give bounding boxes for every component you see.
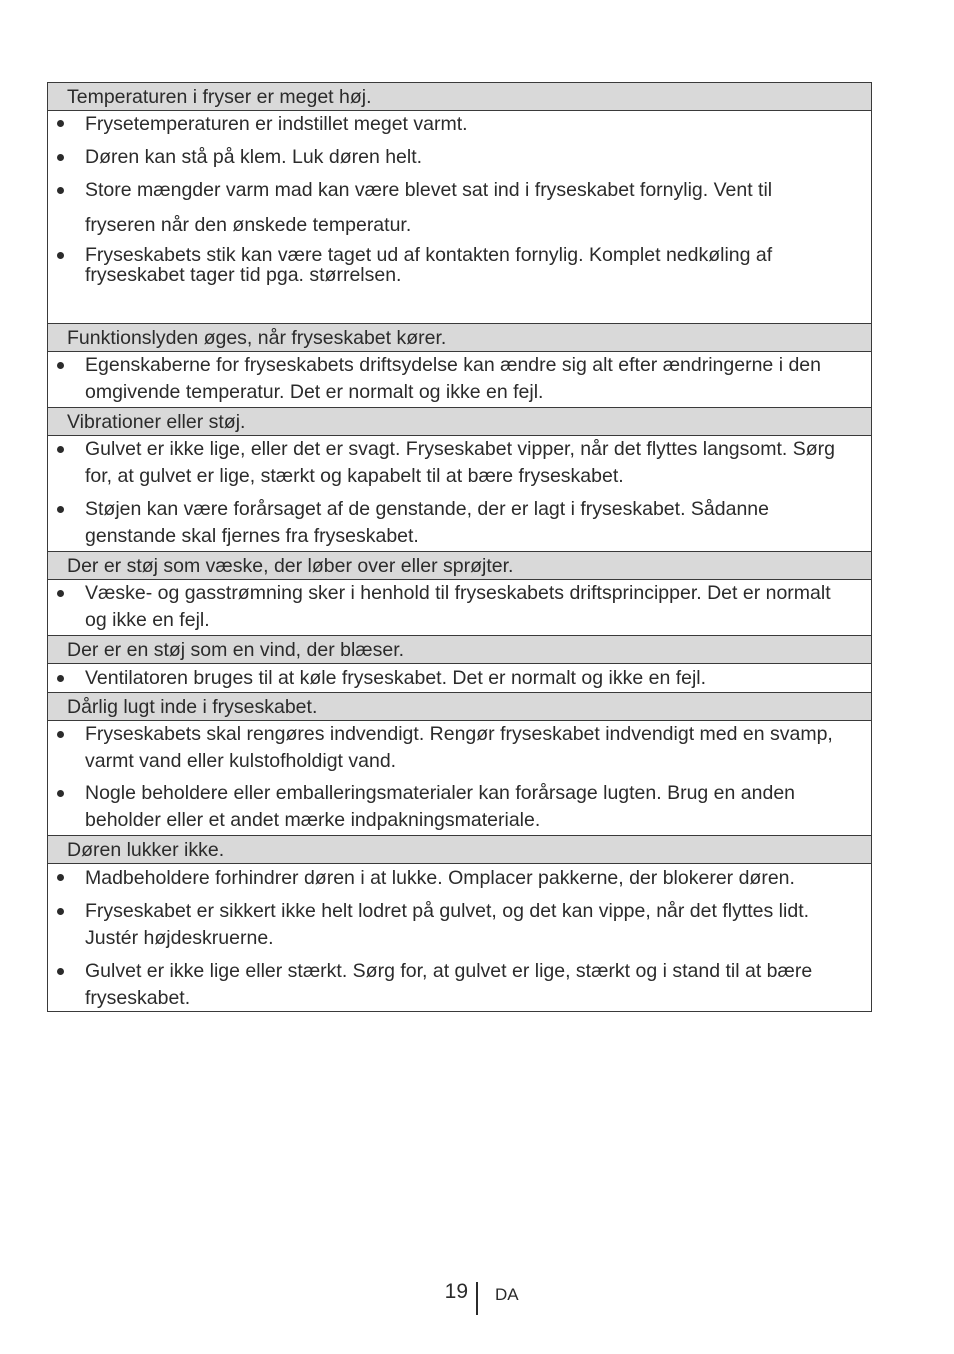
list-item: [48, 780, 871, 834]
section-body: [48, 864, 871, 1011]
page-footer: [0, 1280, 954, 1316]
bullet-icon: [57, 506, 64, 513]
section-header: Dårlig lugt inde i fryseskabet.: [48, 693, 871, 721]
bullet-icon: [57, 590, 64, 597]
list-item-text: Fryseskabets skal rengøres indvendigt. Rengør fryseskabet indvendigt med en svamp, varmt vand eller kulstofholdigt vand.: [85, 723, 833, 772]
list-item: [48, 958, 871, 1012]
list-item: [48, 111, 871, 136]
troubleshooting-table: [47, 82, 872, 1012]
list-item-text: Væske- og gasstrømning sker i henhold til fryseskabets driftsprincipper. Det er normalt og ikke en fejl.: [85, 582, 831, 631]
list-item-text: Ventilatoren bruges til at køle fryseskabet. Det er normalt og ikke en fejl.: [85, 667, 707, 689]
section-body: [48, 111, 871, 324]
list-item: [48, 898, 871, 952]
list-item: [48, 245, 871, 285]
section-body: [48, 352, 871, 408]
list-item-text: Frysetemperaturen er indstillet meget varmt.: [85, 113, 468, 135]
list-item-text: Gulvet er ikke lige, eller det er svagt. Fryseskabet vipper, når det flyttes langsomt. Sørg for, at gulvet er lige, stærkt og kapabelt til at bære fryseskabet.: [85, 438, 835, 487]
list-item: [48, 864, 871, 892]
page-number: 19: [444, 1280, 468, 1303]
bullet-icon: [57, 675, 64, 682]
list-item-text: Gulvet er ikke lige eller stærkt. Sørg for, at gulvet er lige, stærkt og i stand til at bære fryseskabet.: [85, 960, 813, 1009]
bullet-icon: [57, 154, 64, 161]
list-item: [48, 721, 871, 775]
bullet-icon: [57, 120, 64, 127]
list-item: [48, 145, 871, 169]
section-header: Vibrationer eller støj.: [48, 408, 871, 436]
list-item-text: Nogle beholdere eller emballeringsmaterialer kan forårsage lugten. Brug en anden beholder eller et andet mærke indpakningsmateriale.: [85, 782, 796, 831]
section-header: Der er en støj som en vind, der blæser.: [48, 636, 871, 664]
bullet-icon: [57, 908, 64, 915]
list-item: [48, 173, 871, 243]
list-item-text: Egenskaberne for fryseskabets driftsydelse kan ændre sig alt efter ændringerne i den omgivende temperatur. Det er normalt og ikke en fejl.: [85, 354, 821, 403]
list-item-text: Fryseskabets stik kan være taget ud af kontakten fornylig. Komplet nedkøling af fryseskabet tager tid pga. størrelsen.: [85, 244, 773, 286]
section-body: [48, 664, 871, 693]
list-item-text: Døren kan stå på klem. Luk døren helt.: [85, 146, 423, 168]
section-body: [48, 580, 871, 636]
list-item: [48, 352, 871, 406]
bullet-icon: [57, 790, 64, 797]
section-header: Der er støj som væske, der løber over eller sprøjter.: [48, 552, 871, 580]
list-item-text: Store mængder varm mad kan være blevet sat ind i fryseskabet fornylig. Vent til fryseren når den ønskede temperatur.: [85, 179, 773, 236]
section-header: Funktionslyden øges, når fryseskabet kører.: [48, 324, 871, 352]
list-item: [48, 436, 871, 490]
list-item: [48, 664, 871, 692]
section-header: Døren lukker ikke.: [48, 836, 871, 864]
section-body: [48, 436, 871, 552]
bullet-icon: [57, 874, 64, 881]
section-header: Temperaturen i fryser er meget høj.: [48, 83, 871, 111]
list-item: [48, 496, 871, 550]
bullet-icon: [57, 968, 64, 975]
bullet-icon: [57, 187, 64, 194]
list-item-text: Fryseskabet er sikkert ikke helt lodret på gulvet, og det kan vippe, når det flyttes lidt. Justér højdeskruerne.: [85, 900, 810, 949]
list-item: [48, 580, 871, 634]
bullet-icon: [57, 252, 64, 259]
bullet-icon: [57, 446, 64, 453]
section-body: [48, 721, 871, 836]
footer-divider: [476, 1282, 478, 1315]
list-item-text: Støjen kan være forårsaget af de genstande, der er lagt i fryseskabet. Sådanne genstande skal fjernes fra fryseskabet.: [85, 498, 769, 547]
language-code: DA: [495, 1285, 519, 1304]
list-item-text: Madbeholdere forhindrer døren i at lukke. Omplacer pakkerne, der blokerer døren.: [85, 867, 795, 889]
bullet-icon: [57, 362, 64, 369]
bullet-icon: [57, 731, 64, 738]
